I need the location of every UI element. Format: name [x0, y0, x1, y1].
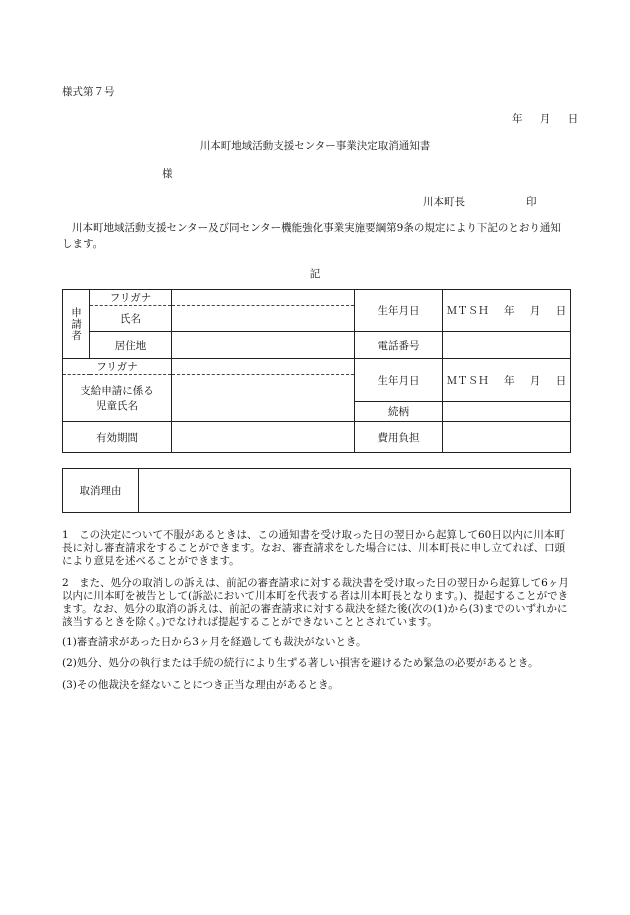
furigana-value — [172, 290, 355, 306]
child-name-label — [63, 375, 172, 422]
child-birthdate-label: 生年月日 — [355, 359, 443, 402]
child-name-value — [172, 375, 355, 422]
date-year: 年 — [512, 113, 523, 125]
cost-burden-value — [443, 422, 571, 453]
child-era-options: ＭＴＳＨ — [446, 374, 489, 387]
cost-burden-label: 費用負担 — [355, 422, 443, 453]
birth-year: 年 — [504, 305, 515, 317]
valid-period-label: 有効期間 — [63, 422, 172, 453]
phone-label: 電話番号 — [355, 332, 443, 359]
ki-heading: 記 — [309, 268, 321, 280]
child-birth-month: 月 — [529, 374, 541, 387]
child-name-label-line1: 支給申請に係る — [80, 385, 154, 397]
applicant-label: 申請者 — [63, 290, 90, 359]
date-day: 日 — [567, 113, 579, 125]
form-number: 様式第７号 — [62, 86, 115, 98]
birth-day: 日 — [555, 305, 567, 317]
seal-mark: 印 — [526, 196, 537, 208]
body-paragraph: 川本町地域活動支援センター及び同センター機能強化事業実施要綱第9条の規定により下記のとおり通知します。 — [62, 222, 561, 250]
addressee-suffix: 様 — [162, 168, 173, 180]
applicant-table — [62, 289, 571, 453]
child-furigana-value — [172, 359, 355, 375]
name-value — [172, 306, 355, 332]
note-4: (2)処分、処分の執行または手続の続行により生ずる著しい損害を避けるため緊急の必要があるとき。 — [62, 657, 539, 669]
child-birthdate-value — [443, 359, 571, 402]
issuer-name: 川本町長 — [423, 196, 465, 208]
note-1: 1 この決定について不服があるときは、この通知書を受け取った日の翌日から起算して60日以内に川本町長に対し審査請求をすることができます。なお、審査請求をした場合には、川本町長に申し立てれば、口頭により意見を述べることができます。 — [62, 529, 566, 567]
child-name-label-line2: 児童氏名 — [96, 400, 138, 412]
child-birth-year: 年 — [504, 374, 515, 387]
date-month: 月 — [539, 113, 551, 125]
furigana-label: フリガナ — [90, 290, 172, 306]
note-5: (3)その他裁決を経ないことにつき正当な理由があるとき。 — [62, 679, 339, 691]
date-line — [512, 111, 578, 126]
note-2: 2 また、処分の取消しの訴えは、前記の審査請求に対する裁決書を受け取った日の翌日から起算して6ヶ月以内に川本町を被告として(訴訟において川本町を代表する者は川本町長となります。)、提起することができます。なお、処分の取消の訴えは、前記の審査請求に対する裁決を経た後(次の(1)から(3)までのいずれかに該当するときを除く。)でなければ提起することができないこととされています。 — [62, 577, 569, 628]
relationship-label: 続柄 — [355, 402, 443, 422]
birth-month: 月 — [529, 305, 541, 317]
address-label: 居住地 — [90, 332, 172, 359]
birthdate-value — [443, 290, 571, 332]
child-birth-day: 日 — [555, 374, 567, 387]
child-furigana-label: フリガナ — [63, 359, 172, 375]
document-title: 川本町地域活動支援センター事業決定取消通知書 — [199, 140, 431, 152]
address-value — [172, 332, 355, 359]
relationship-value — [443, 402, 571, 422]
reason-label: 取消理由 — [63, 469, 139, 513]
birthdate-label: 生年月日 — [355, 290, 443, 332]
era-options: ＭＴＳＨ — [446, 305, 489, 317]
reason-value — [139, 469, 571, 513]
name-label: 氏名 — [90, 306, 172, 332]
reason-table — [62, 468, 571, 513]
valid-period-value — [172, 422, 355, 453]
phone-value — [443, 332, 571, 359]
note-3: (1)審査請求があった日から3ヶ月を経過しても裁決がないとき。 — [62, 636, 367, 648]
